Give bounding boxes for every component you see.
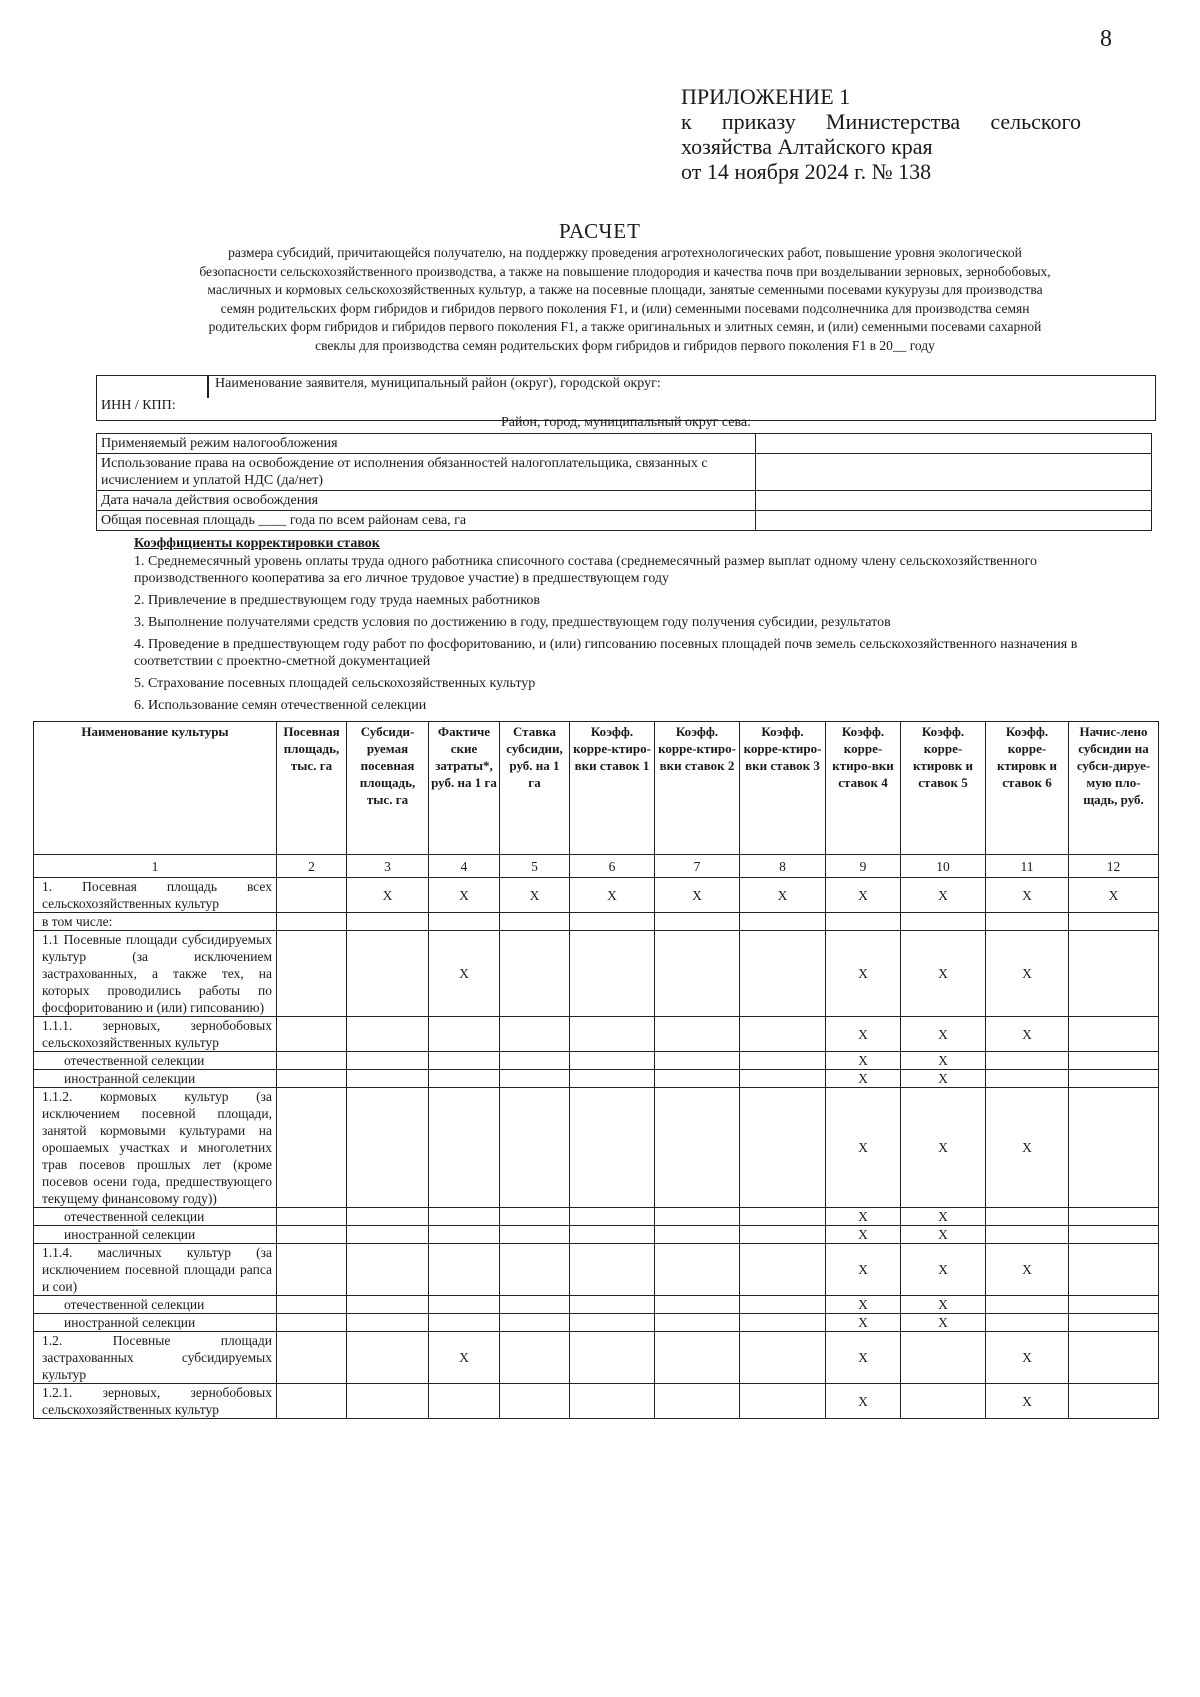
- not-applicable-mark: X: [901, 1088, 986, 1208]
- empty-cell: [347, 1226, 429, 1244]
- empty-cell: [277, 1244, 347, 1296]
- empty-cell: [429, 1314, 500, 1332]
- not-applicable-mark: X: [901, 1314, 986, 1332]
- not-applicable-mark: X: [986, 1088, 1069, 1208]
- not-applicable-mark: X: [826, 1244, 901, 1296]
- empty-cell: [347, 913, 429, 931]
- empty-cell: [740, 1332, 826, 1384]
- empty-cell: [277, 1314, 347, 1332]
- not-applicable-mark: X: [429, 1332, 500, 1384]
- empty-cell: [429, 913, 500, 931]
- table-row: [34, 913, 1159, 931]
- culture-name-cell: отечественной селекции: [34, 1208, 277, 1226]
- empty-cell: [429, 1384, 500, 1419]
- not-applicable-mark: X: [901, 1226, 986, 1244]
- table-row: [34, 878, 1159, 913]
- culture-name-cell: 1. Посевная площадь всех сельскохозяйственных культур: [34, 878, 277, 913]
- empty-cell: [655, 1088, 740, 1208]
- column-number: 9: [826, 855, 901, 878]
- not-applicable-mark: X: [901, 1017, 986, 1052]
- empty-cell: [1069, 931, 1159, 1017]
- table-row: [34, 1384, 1159, 1419]
- not-applicable-mark: X: [901, 1070, 986, 1088]
- empty-cell: [986, 1226, 1069, 1244]
- coefficient-item: 3. Выполнение получателями средств условия по достижению в году, предшествующем году получения субсидии, результатов: [134, 615, 891, 630]
- empty-cell: [986, 913, 1069, 931]
- empty-cell: [347, 1088, 429, 1208]
- not-applicable-mark: X: [901, 931, 986, 1017]
- column-number: 1: [34, 855, 277, 878]
- empty-cell: [277, 913, 347, 931]
- empty-cell: [826, 913, 901, 931]
- table-row: [34, 931, 1159, 1017]
- empty-cell: [1069, 1296, 1159, 1314]
- not-applicable-mark: X: [826, 1384, 901, 1419]
- empty-cell: [277, 1384, 347, 1419]
- district-label: Район, город, муниципальный округ сева:: [500, 415, 751, 430]
- header-subsidized-area: Субсиди-руемая посевная площадь, тыс. га: [347, 722, 429, 855]
- empty-cell: [500, 1314, 570, 1332]
- empty-cell: [1069, 1332, 1159, 1384]
- empty-cell: [901, 1384, 986, 1419]
- column-number: 7: [655, 855, 740, 878]
- empty-cell: [347, 1314, 429, 1332]
- document-title: РАСЧЕТ: [559, 219, 641, 243]
- empty-cell: [740, 1384, 826, 1419]
- empty-cell: [740, 1208, 826, 1226]
- coefficient-item: 4. Проведение в предшествующем году работ по фосфоритованию, и (или) гипсованию посевных площадей почв земель сельскохозяйственного назначения в соответствии с проектно-сметной документацией: [134, 637, 1078, 669]
- inn-label: ИНН / КПП:: [97, 398, 1156, 421]
- empty-cell: [1069, 1017, 1159, 1052]
- appendix-word: приказу: [721, 109, 796, 134]
- empty-cell: [986, 1296, 1069, 1314]
- empty-cell: [655, 1384, 740, 1419]
- not-applicable-mark: X: [986, 1332, 1069, 1384]
- not-applicable-mark: X: [826, 931, 901, 1017]
- not-applicable-mark: X: [901, 1244, 986, 1296]
- table-row: [34, 1332, 1159, 1384]
- not-applicable-mark: X: [826, 1017, 901, 1052]
- not-applicable-mark: X: [826, 878, 901, 913]
- not-applicable-mark: X: [901, 1052, 986, 1070]
- header-actual-costs: Фактиче ские затраты*, руб. на 1 га: [429, 722, 500, 855]
- column-number: 12: [1069, 855, 1159, 878]
- empty-cell: [500, 1296, 570, 1314]
- table-row: [34, 1052, 1159, 1070]
- description-line: размера субсидий, причитающейся получателю, на поддержку проведения агротехнологических работ, повышение уровня экологической: [228, 245, 1022, 260]
- coefficient-item: 5. Страхование посевных площадей сельскохозяйственных культур: [134, 676, 536, 691]
- empty-cell: [500, 1384, 570, 1419]
- empty-cell: [1069, 1244, 1159, 1296]
- exemption-date-value: [756, 491, 1152, 511]
- empty-cell: [740, 1314, 826, 1332]
- description-line: свеклы для производства семян родительских форм гибридов и гибридов первого поколения F1 в 20__ году: [315, 337, 935, 353]
- header-culture: Наименование культуры: [34, 722, 277, 855]
- empty-cell: [570, 1314, 655, 1332]
- table-row: [34, 1296, 1159, 1314]
- table-row: [34, 1017, 1159, 1052]
- header-coef-5: Коэфф. корре-ктировк и ставок 5: [901, 722, 986, 855]
- empty-cell: [901, 1332, 986, 1384]
- empty-cell: [429, 1052, 500, 1070]
- not-applicable-mark: X: [986, 1017, 1069, 1052]
- table-header-row: [34, 722, 1159, 855]
- not-applicable-mark: X: [826, 1296, 901, 1314]
- empty-cell: [277, 1226, 347, 1244]
- empty-cell: [277, 1070, 347, 1088]
- culture-name-cell: 1.1 Посевные площади субсидируемых культур (за исключением застрахованных, а также тех, на которых проводились работы по фосфоритованию и (или) гипсованию): [34, 931, 277, 1017]
- description-line: родительских форм гибридов и гибридов первого поколения F1, а также оригинальных и элитных семян, и (или) семенными посевами сахарной: [208, 319, 1042, 334]
- culture-name-cell: отечественной селекции: [34, 1296, 277, 1314]
- empty-cell: [277, 1208, 347, 1226]
- empty-cell: [347, 1052, 429, 1070]
- empty-cell: [655, 1332, 740, 1384]
- empty-cell: [740, 1088, 826, 1208]
- empty-cell: [500, 1208, 570, 1226]
- empty-cell: [570, 1070, 655, 1088]
- not-applicable-mark: X: [986, 1244, 1069, 1296]
- empty-cell: [277, 931, 347, 1017]
- table-row: [34, 1226, 1159, 1244]
- coefficient-item: 1. Среднемесячный уровень оплаты труда одного работника списочного состава (среднемесячный размер выплат одному члену сельскохозяйственного производственного кооператива за его личное трудовое участие) в предшествующем году: [134, 554, 1037, 586]
- empty-cell: [429, 1226, 500, 1244]
- empty-cell: [740, 1070, 826, 1088]
- appendix-word: к: [681, 109, 692, 134]
- total-area-label: Общая посевная площадь ____ года по всем районам сева, га: [97, 511, 756, 531]
- empty-cell: [347, 1070, 429, 1088]
- empty-cell: [347, 1244, 429, 1296]
- empty-cell: [500, 1017, 570, 1052]
- exemption-date-label: Дата начала действия освобождения: [97, 491, 756, 511]
- empty-cell: [570, 1208, 655, 1226]
- culture-name-cell: 1.1.4. масличных культур (за исключением посевной площади рапса и сои): [34, 1244, 277, 1296]
- empty-cell: [429, 1208, 500, 1226]
- empty-cell: [277, 1052, 347, 1070]
- appendix-word: сельского: [990, 109, 1081, 134]
- empty-cell: [347, 1384, 429, 1419]
- empty-cell: [500, 1244, 570, 1296]
- appendix-ministry: хозяйства Алтайского края: [681, 134, 933, 159]
- empty-cell: [655, 1226, 740, 1244]
- empty-cell: [986, 1314, 1069, 1332]
- not-applicable-mark: X: [901, 1296, 986, 1314]
- empty-cell: [429, 1017, 500, 1052]
- empty-cell: [740, 1017, 826, 1052]
- culture-name-cell: 1.1.1. зерновых, зернобобовых сельскохозяйственных культур: [34, 1017, 277, 1052]
- document-description: [100, 244, 1150, 355]
- not-applicable-mark: X: [826, 1226, 901, 1244]
- column-number: 4: [429, 855, 500, 878]
- empty-cell: [277, 1332, 347, 1384]
- appendix-header: [681, 84, 1091, 184]
- empty-cell: [570, 1384, 655, 1419]
- column-number: 10: [901, 855, 986, 878]
- culture-name-cell: отечественной селекции: [34, 1052, 277, 1070]
- not-applicable-mark: X: [347, 878, 429, 913]
- subsidy-calculation-table: [33, 721, 1159, 1419]
- header-subsidy-rate: Ставка субсидии, руб. на 1 га: [500, 722, 570, 855]
- not-applicable-mark: X: [570, 878, 655, 913]
- header-coef-6: Коэфф. корре-ктировк и ставок 6: [986, 722, 1069, 855]
- empty-cell: [1069, 1088, 1159, 1208]
- empty-cell: [500, 1052, 570, 1070]
- empty-cell: [740, 1052, 826, 1070]
- description-line: безопасности сельскохозяйственного производства, а также на повышение плодородия и качества почв при возделывании зерновых, зернобобовых,: [199, 263, 1051, 279]
- header-sown-area: Посевная площадь, тыс. га: [277, 722, 347, 855]
- empty-cell: [570, 1244, 655, 1296]
- table-row: [34, 1208, 1159, 1226]
- empty-cell: [500, 1226, 570, 1244]
- not-applicable-mark: X: [826, 1332, 901, 1384]
- not-applicable-mark: X: [986, 878, 1069, 913]
- appendix-word: Министерства: [825, 109, 961, 134]
- empty-cell: [740, 1296, 826, 1314]
- tax-table: [96, 433, 1152, 531]
- empty-cell: [1069, 1070, 1159, 1088]
- empty-cell: [429, 1244, 500, 1296]
- culture-name-cell: иностранной селекции: [34, 1070, 277, 1088]
- description-line: семян родительских форм гибридов и гибридов первого поколения F1, и (или) семенными посевами подсолнечника для производства семян: [220, 300, 1030, 316]
- not-applicable-mark: X: [826, 1070, 901, 1088]
- empty-cell: [500, 1070, 570, 1088]
- empty-cell: [986, 1208, 1069, 1226]
- empty-cell: [347, 1332, 429, 1384]
- empty-cell: [570, 1332, 655, 1384]
- empty-cell: [347, 1296, 429, 1314]
- table-row: [34, 1314, 1159, 1332]
- header-coef-1: Коэфф. корре-ктиро-вки ставок 1: [570, 722, 655, 855]
- empty-cell: [570, 1296, 655, 1314]
- coefficients-section: [134, 535, 1144, 719]
- empty-cell: [740, 913, 826, 931]
- culture-name-cell: 1.2.1. зерновых, зернобобовых сельскохозяйственных культур: [34, 1384, 277, 1419]
- empty-cell: [500, 1332, 570, 1384]
- empty-cell: [277, 1088, 347, 1208]
- not-applicable-mark: X: [740, 878, 826, 913]
- appendix-title: ПРИЛОЖЕНИЕ 1: [681, 84, 851, 109]
- empty-cell: [277, 1017, 347, 1052]
- not-applicable-mark: X: [826, 1208, 901, 1226]
- empty-cell: [655, 1314, 740, 1332]
- empty-cell: [429, 1088, 500, 1208]
- empty-cell: [429, 1070, 500, 1088]
- empty-cell: [986, 1070, 1069, 1088]
- empty-cell: [570, 913, 655, 931]
- culture-name-cell: в том числе:: [34, 913, 277, 931]
- empty-cell: [347, 1208, 429, 1226]
- empty-cell: [655, 1244, 740, 1296]
- empty-cell: [570, 1088, 655, 1208]
- empty-cell: [347, 1017, 429, 1052]
- empty-cell: [500, 913, 570, 931]
- empty-cell: [986, 1052, 1069, 1070]
- empty-cell: [277, 878, 347, 913]
- column-number-row: [34, 855, 1159, 878]
- column-number: 11: [986, 855, 1069, 878]
- empty-cell: [655, 1208, 740, 1226]
- page-number: 8: [1100, 26, 1112, 52]
- not-applicable-mark: X: [901, 878, 986, 913]
- empty-cell: [1069, 1052, 1159, 1070]
- empty-cell: [429, 1296, 500, 1314]
- appendix-date: от 14 ноября 2024 г. № 138: [681, 159, 932, 184]
- header-coef-2: Коэфф. корре-ктиро-вки ставок 2: [655, 722, 740, 855]
- applicant-blank-cell: [97, 376, 209, 399]
- culture-name-cell: иностранной селекции: [34, 1314, 277, 1332]
- not-applicable-mark: X: [655, 878, 740, 913]
- table-row: [34, 1070, 1159, 1088]
- not-applicable-mark: X: [826, 1052, 901, 1070]
- empty-cell: [740, 931, 826, 1017]
- not-applicable-mark: X: [1069, 878, 1159, 913]
- empty-cell: [277, 1296, 347, 1314]
- not-applicable-mark: X: [826, 1314, 901, 1332]
- empty-cell: [570, 1017, 655, 1052]
- not-applicable-mark: X: [986, 931, 1069, 1017]
- header-coef-3: Коэфф. корре-ктиро-вки ставок 3: [740, 722, 826, 855]
- vat-exemption-value: [756, 454, 1152, 491]
- empty-cell: [570, 1226, 655, 1244]
- not-applicable-mark: X: [500, 878, 570, 913]
- total-area-value: [756, 511, 1152, 531]
- header-accrued-subsidy: Начис-лено субсидии на субси-дируе-мую пло-щадь, руб.: [1069, 722, 1159, 855]
- culture-name-cell: 1.2. Посевные площади застрахованных субсидируемых культур: [34, 1332, 277, 1384]
- empty-cell: [740, 1226, 826, 1244]
- column-number: 8: [740, 855, 826, 878]
- culture-name-cell: иностранной селекции: [34, 1226, 277, 1244]
- empty-cell: [1069, 1384, 1159, 1419]
- header-coef-4: Коэфф. корре-ктиро-вки ставок 4: [826, 722, 901, 855]
- tax-regime-value: [756, 434, 1152, 454]
- empty-cell: [901, 913, 986, 931]
- vat-exemption-label: Использование права на освобождение от исполнения обязанностей налогоплательщика, связанных с исчислением и уплатой НДС (да/нет): [97, 454, 756, 491]
- column-number: 5: [500, 855, 570, 878]
- table-row: [34, 1244, 1159, 1296]
- empty-cell: [1069, 1208, 1159, 1226]
- empty-cell: [1069, 913, 1159, 931]
- not-applicable-mark: X: [429, 931, 500, 1017]
- not-applicable-mark: X: [826, 1088, 901, 1208]
- not-applicable-mark: X: [429, 878, 500, 913]
- empty-cell: [655, 1017, 740, 1052]
- empty-cell: [500, 1088, 570, 1208]
- empty-cell: [570, 931, 655, 1017]
- empty-cell: [655, 1052, 740, 1070]
- column-number: 6: [570, 855, 655, 878]
- empty-cell: [655, 1296, 740, 1314]
- culture-name-cell: 1.1.2. кормовых культур (за исключением посевной площади, занятой кормовыми культурами на орошаемых участках и многолетних трав посевов прошлых лет (кроме посевов осени года, предшествующего текущему финансовому году)): [34, 1088, 277, 1208]
- empty-cell: [1069, 1314, 1159, 1332]
- empty-cell: [655, 931, 740, 1017]
- appendix-order-line: [681, 109, 1081, 134]
- table-row: [34, 1088, 1159, 1208]
- column-number: 2: [277, 855, 347, 878]
- applicant-name-label: Наименование заявителя, муниципальный район (округ), городской округ:: [208, 376, 1156, 399]
- coefficient-item: 6. Использование семян отечественной селекции: [134, 698, 427, 713]
- column-number: 3: [347, 855, 429, 878]
- empty-cell: [500, 931, 570, 1017]
- empty-cell: [655, 913, 740, 931]
- coefficient-item: 2. Привлечение в предшествующем году труда наемных работников: [134, 593, 541, 608]
- description-line: масличных и кормовых сельскохозяйственных культур, а также на посевные площади, занятые семенными посевами кукурузы для производства: [207, 282, 1043, 297]
- empty-cell: [570, 1052, 655, 1070]
- not-applicable-mark: X: [986, 1384, 1069, 1419]
- empty-cell: [347, 931, 429, 1017]
- not-applicable-mark: X: [901, 1208, 986, 1226]
- empty-cell: [1069, 1226, 1159, 1244]
- empty-cell: [655, 1070, 740, 1088]
- empty-cell: [740, 1244, 826, 1296]
- coefficients-heading: Коэффициенты корректировки ставок: [134, 536, 380, 551]
- tax-regime-label: Применяемый режим налогообложения: [97, 434, 756, 454]
